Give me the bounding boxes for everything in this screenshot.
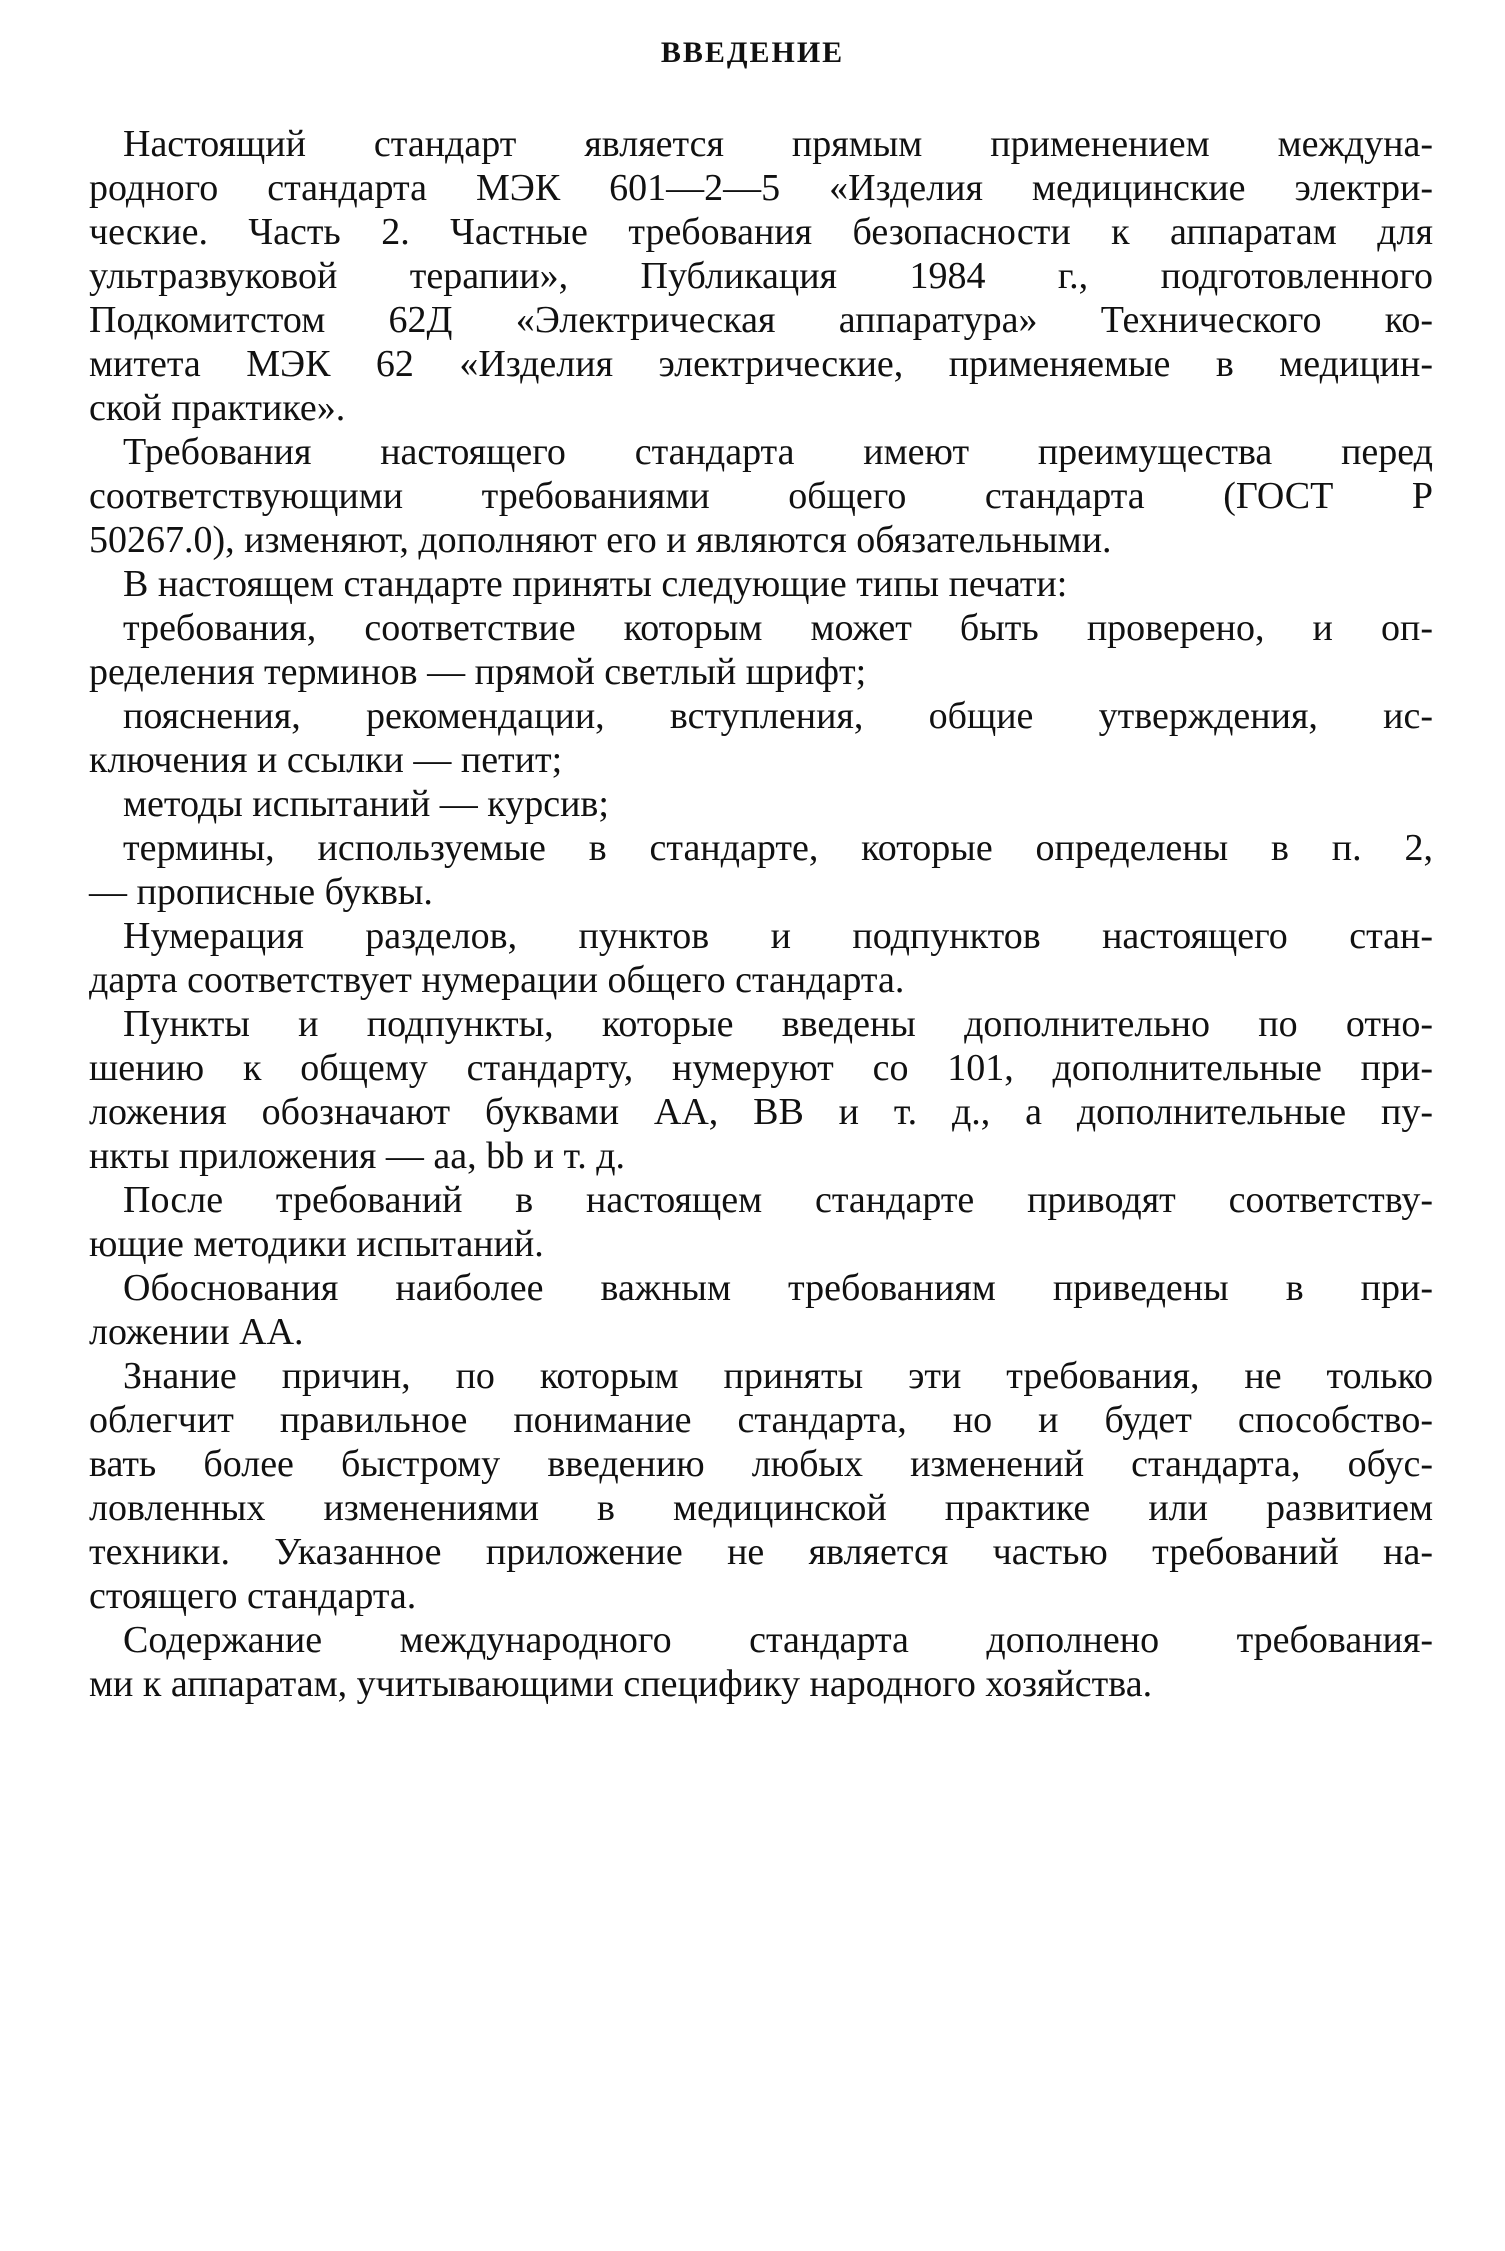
text-line: облегчит правильное понимание стандарта, но и будет способство- [89,1399,1433,1441]
text-line: нкты приложения — аа, bb и т. д. [89,1135,626,1177]
text-line: ющие методики испытаний. [89,1223,544,1265]
text-line: ми к аппаратам, учитывающими специфику народного хозяйства. [89,1663,1153,1705]
page-title: ВВЕДЕНИЕ [660,36,845,69]
paragraph [89,1178,1433,1266]
text-line: техники. Указанное приложение не является частью требований на- [89,1531,1433,1573]
paragraph [89,606,1433,694]
paragraph [89,1002,1433,1178]
paragraph [89,914,1433,1002]
text-line: ультразвуковой терапии», Публикация 1984 г., подготовленного [89,255,1433,297]
text-line: Требования настоящего стандарта имеют преимущества перед [123,431,1433,473]
text-line: Знание причин, по которым приняты эти требования, не только [123,1355,1433,1397]
paragraph [89,782,1433,826]
document-body [89,122,1433,1706]
paragraph [89,430,1433,562]
text-line: ределения терминов — прямой светлый шрифт; [89,651,867,693]
text-line: Содержание международного стандарта дополнено требования- [123,1619,1433,1661]
text-line: требования, соответствие которым может быть проверено, и оп- [123,607,1433,649]
text-line: ложении АА. [89,1311,304,1353]
text-line: вать более быстрому введению любых изменений стандарта, обус- [89,1443,1433,1485]
paragraph [89,1266,1433,1354]
text-line: ческие. Часть 2. Частные требования безопасности к аппаратам для [89,211,1433,253]
text-line: термины, используемые в стандарте, которые определены в п. 2, [123,827,1433,869]
text-line: ской практике». [89,387,346,429]
text-line: соответствующими требованиями общего стандарта (ГОСТ Р [89,475,1433,517]
text-line: митета МЭК 62 «Изделия электрические, применяемые в медицин- [89,343,1433,385]
text-line: ловленных изменениями в медицинской практике или развитием [89,1487,1433,1529]
text-line: шению к общему стандарту, нумеруют со 101, дополнительные при- [89,1047,1433,1089]
text-line: В настоящем стандарте приняты следующие типы печати: [123,563,1068,605]
text-line: родного стандарта МЭК 601—2—5 «Изделия медицинские электри- [89,167,1433,209]
text-line: 50267.0), изменяют, дополняют его и являются обязательными. [89,519,1112,561]
text-line: ложения обозначают буквами АА, ВВ и т. д., а дополнительные пу- [89,1091,1433,1133]
text-line: Обоснования наиболее важным требованиям приведены в при- [123,1267,1433,1309]
paragraph [89,1354,1433,1618]
text-line: методы испытаний — курсив; [123,783,609,825]
text-line: Нумерация разделов, пунктов и подпунктов настоящего стан- [123,915,1433,957]
text-line: — прописные буквы. [89,871,433,913]
text-line: Подкомитстом 62Д «Электрическая аппаратура» Технического ко- [89,299,1433,341]
text-line: дарта соответствует нумерации общего стандарта. [89,959,905,1001]
paragraph [89,562,1433,606]
paragraph [89,826,1433,914]
text-line: Настоящий стандарт является прямым применением междуна- [123,123,1433,165]
paragraph [89,1618,1433,1706]
text-line: ключения и ссылки — петит; [89,739,563,781]
paragraph [89,122,1433,430]
text-line: После требований в настоящем стандарте приводят соответству- [123,1179,1433,1221]
text-line: стоящего стандарта. [89,1575,417,1617]
text-line: пояснения, рекомендации, вступления, общие утверждения, ис- [123,695,1433,737]
paragraph [89,694,1433,782]
text-line: Пункты и подпункты, которые введены дополнительно по отно- [123,1003,1433,1045]
